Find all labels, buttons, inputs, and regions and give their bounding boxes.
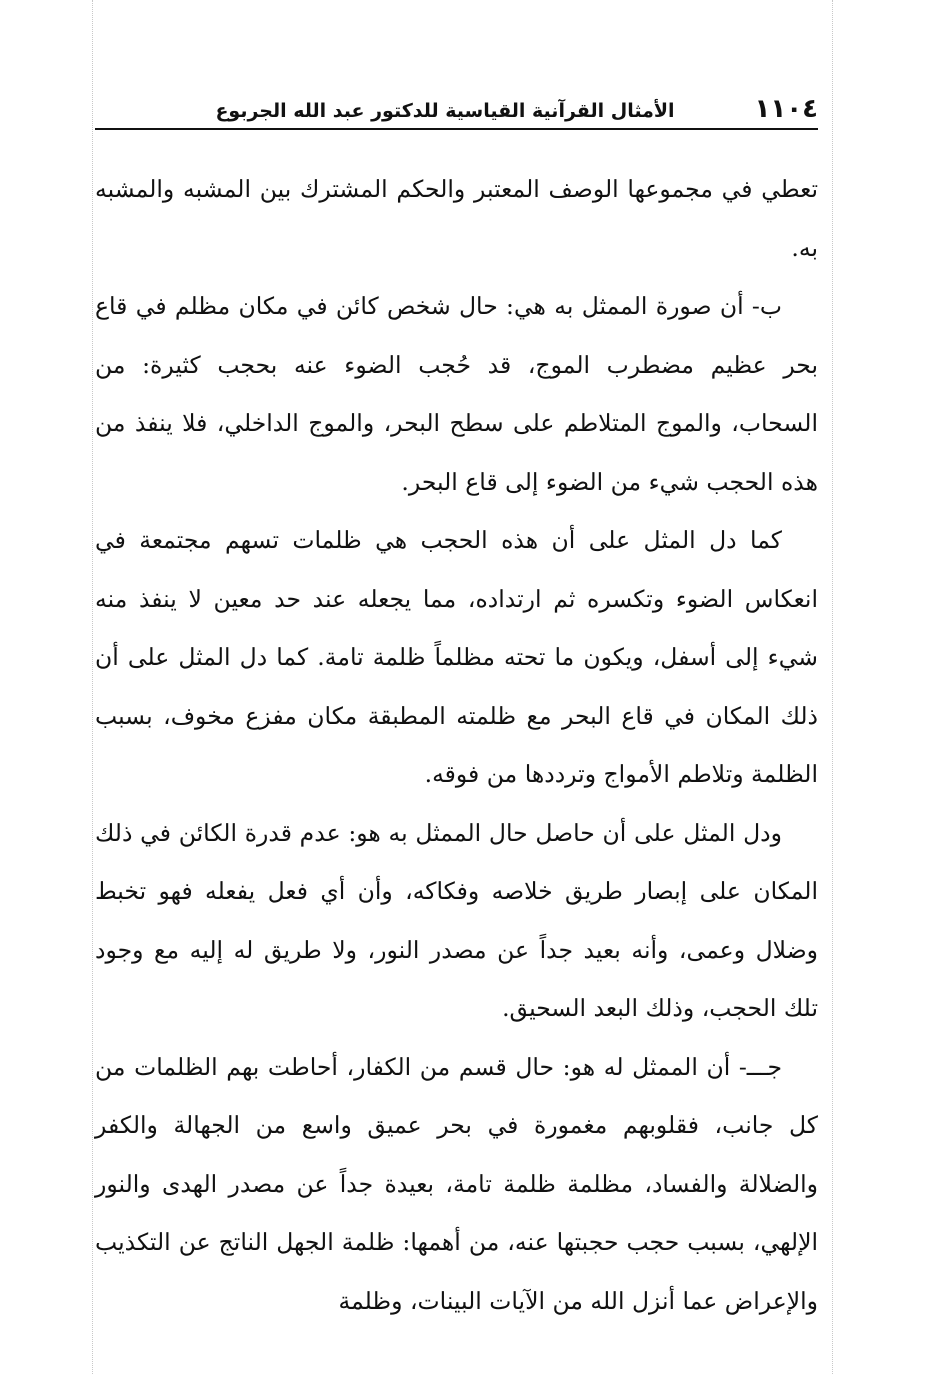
body-text xyxy=(95,160,818,1330)
paragraph: كما دل المثل على أن هذه الحجب هي ظلمات تسهم مجتمعة في انعكاس الضوء وتكسره ثم ارتداده، مما يجعله عند حد معين لا ينفذ منه شيء إلى أسفل، ويكون ما تحته مظلماً ظلمة تامة. كما دل المثل على أن ذلك المكان في قاع البحر مع ظلمته المطبقة مكان مفزع مخوف، بسبب الظلمة وتلاطم الأمواج وترددها من فوقه. xyxy=(95,526,818,788)
scan-artifact-line xyxy=(92,0,93,1374)
paragraph: ب- أن صورة الممثل به هي: حال شخص كائن في مكان مظلم في قاع بحر عظيم مضطرب الموج، قد حُجب الضوء عنه بحجب كثيرة: من السحاب، والموج المتلاطم على سطح البحر، والموج الداخلي، فلا ينفذ من هذه الحجب شيء من الضوء إلى قاع البحر. xyxy=(95,292,818,496)
page-header xyxy=(95,88,818,130)
scan-artifact-line xyxy=(832,0,833,1374)
paragraph: ودل المثل على أن حاصل حال الممثل به هو: عدم قدرة الكائن في ذلك المكان على إبصار طريق خلاصه وفكاكه، وأن أي فعل يفعله فهو تخبط وضلال وعمى، وأنه بعيد جداً عن مصدر النور، ولا طريق له إليه مع وجود تلك الحجب، وذلك البعد السحيق. xyxy=(95,818,818,1022)
page-number: ١١٠٤ xyxy=(754,94,818,124)
paragraph: جـــ- أن الممثل له هو: حال قسم من الكفار، أحاطت بهم الظلمات من كل جانب، فقلوبهم مغمورة في بحر عميق واسع من الجهالة والكفر والضلالة والفساد، مظلمة ظلمة تامة، بعيدة جداً عن مصدر الهدى والنور الإلهي، بسبب حجب حجبتها عنه، من أهمها: ظلمة الجهل الناتج عن التكذيب والإعراض عما أنزل الله من الآيات البينات، وظلمة xyxy=(95,1052,818,1315)
paragraph: تعطي في مجموعها الوصف المعتبر والحكم المشترك بين المشبه والمشبه به. xyxy=(95,175,818,262)
running-title: الأمثال القرآنية القياسية للدكتور عبد الله الجربوع xyxy=(215,100,675,122)
